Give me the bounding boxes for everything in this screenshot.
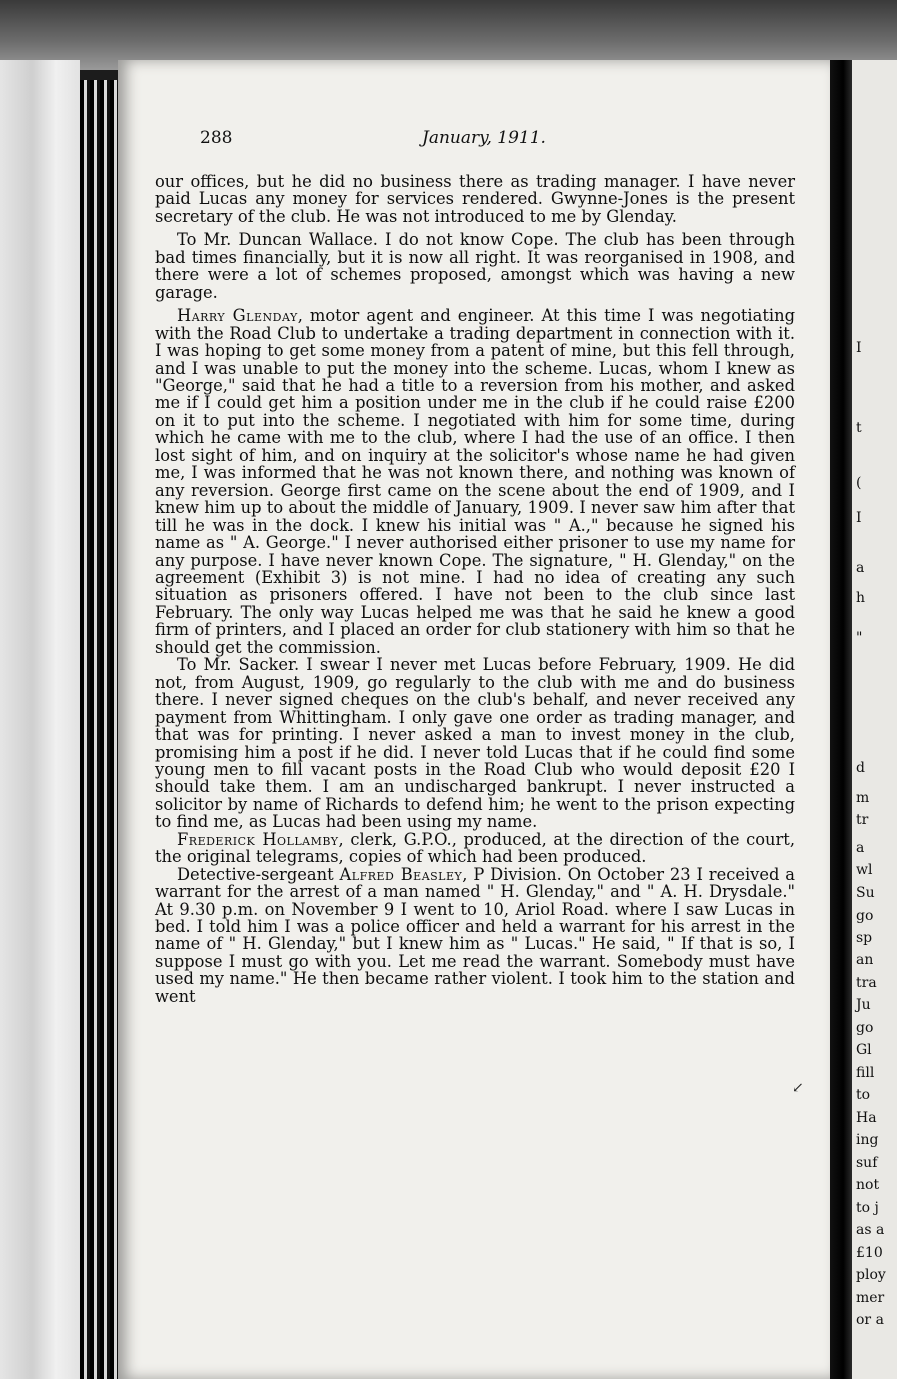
facing-page-fragment: t bbox=[856, 420, 862, 436]
facing-page-fragment: wl bbox=[856, 862, 873, 878]
facing-page-fragment: m bbox=[856, 790, 870, 806]
facing-page-fragment: sp bbox=[856, 930, 873, 946]
facing-page-fragment: as a bbox=[856, 1222, 885, 1238]
facing-page-fragment: tra bbox=[856, 975, 877, 991]
facing-page-fragment: to j bbox=[856, 1200, 879, 1216]
running-header bbox=[200, 128, 800, 158]
facing-page-fragment: go bbox=[856, 908, 874, 924]
testimony-text: , clerk, G.P.O., produced, at the direction of the court, the original telegrams, copies of which had been produced. bbox=[155, 829, 795, 867]
paragraph: To Mr. Sacker. I swear I never met Lucas before February, 1909. He did not, from August, 1909, go regularly to the club with me and do business there. I never signed cheques on the club's behalf, and never received any payment from Whittingham. I only gave one order as trading manager, and that was for printing. I never asked a man to invest money in the club, promising him a post if he did. I never told Lucas that if he could find some young men to fill vacant posts in the Road Club who would deposit £20 I should take them. I am an undischarged bankrupt. I never instructed a solicitor by name of Richards to defend him; he went to the prison expecting to find me, as Lucas had been using my name. bbox=[155, 655, 795, 832]
left-page-edge bbox=[0, 60, 80, 1379]
facing-page-fragment: fill bbox=[856, 1065, 875, 1081]
witness-title: Detective-sergeant bbox=[177, 864, 340, 884]
facing-page-fragment: Ha bbox=[856, 1110, 877, 1126]
facing-page-fragment: mer bbox=[856, 1290, 885, 1306]
facing-page-fragment: tr bbox=[856, 812, 869, 828]
page-number: 288 bbox=[200, 128, 233, 148]
facing-page-edge bbox=[852, 60, 897, 1379]
paragraph bbox=[155, 831, 795, 866]
witness-name: Frederick Hollamby bbox=[177, 829, 339, 849]
facing-page-fragment: an bbox=[856, 952, 874, 968]
page-body bbox=[155, 173, 795, 1005]
margin-pencil-mark: ↙ bbox=[792, 1080, 804, 1096]
facing-page-fragment: ing bbox=[856, 1132, 879, 1148]
facing-page-fragment: Gl bbox=[856, 1042, 872, 1058]
facing-page-fragment: I bbox=[856, 340, 862, 356]
witness-name: Harry Glenday bbox=[177, 306, 298, 326]
witness-name: Alfred Beasley bbox=[339, 864, 463, 884]
facing-page-fragment: or a bbox=[856, 1312, 884, 1328]
facing-page-fragment: d bbox=[856, 760, 865, 776]
testimony-text: , motor agent and engineer. At this time I was negotiating with the Road Club to undertake a trading department in connection with it. I was hoping to get some money from a patent of mine, but this fell through, and I was unable to put the money into the scheme. Lucas, whom I knew as "George," said that he had a title to a reversion from his mother, and asked me if I could get him a position under me in the club if he could raise £200 on it to put into the scheme. I negotiated with him for some time, during which he came with me to the club, where I had the use of an office. I then lost sight of him, and on inquiry at the solicitor's whose name he had given me, I was informed that he was not known there, and nothing was known of any reversion. George first came on the scene about the end of 1909, and I knew him up to about the middle of January, 1909. I never saw him after that till he was in the dock. I knew his initial was " A.," because he signed his name as " A. George." I never authorised either prisoner to use my name for any purpose. I have never known Cope. The signature, " H. Glenday," on the agreement (Exhibit 3) is not mine. I had no idea of creating any such situation as prisoners offered. I have not been to the club since last February. The only way Lucas helped me was that he said he knew a good firm of printers, and I placed an order for club stationery with him so that he should get the commission. bbox=[155, 306, 795, 657]
facing-page-fragment: Ju bbox=[856, 997, 871, 1013]
facing-page-fragment: go bbox=[856, 1020, 874, 1036]
facing-page-fragment: a bbox=[856, 560, 865, 576]
facing-page-fragment: h bbox=[856, 590, 866, 606]
facing-page-fragment: I bbox=[856, 510, 862, 526]
paragraph: our offices, but he did no business there as trading manager. I have never paid Lucas any money for services rendered. Gwynne-Jones is the present secretary of the club. He was not introduced to me by Glenday. bbox=[155, 172, 795, 226]
facing-page-fragment: a bbox=[856, 840, 865, 856]
paragraph bbox=[155, 866, 795, 1006]
paragraph bbox=[155, 307, 795, 656]
running-title-date: January, 1911. bbox=[422, 128, 546, 148]
book-binding bbox=[80, 80, 120, 1379]
facing-page-fragment: suf bbox=[856, 1155, 878, 1171]
facing-page-fragment: not bbox=[856, 1177, 880, 1193]
facing-page-fragment: ( bbox=[856, 475, 862, 491]
testimony-text: , P Division. On October 23 I received a warrant for the arrest of a man named " H. Glenday," and " A. H. Drysdale." At 9.30 p.m. on November 9 I went to 10, Ariol Road. where I saw Lucas in bed. I told him I was a police officer and held a warrant for his arrest in the name of " H. Glenday," but I knew him as " Lucas." He said, " If that is so, I suppose I must go with you. Let me read the warrant. Somebody must have used my name." He then became rather violent. I took him to the station and went bbox=[155, 864, 796, 1006]
facing-page-fragment: Su bbox=[856, 885, 875, 901]
paragraph: To Mr. Duncan Wallace. I do not know Cope. The club has been through bad times financially, but it is now all right. It was reorganised in 1908, and there were a lot of schemes proposed, amongst which was having a new garage. bbox=[155, 230, 795, 302]
book-gutter bbox=[830, 60, 852, 1379]
facing-page-fragment: ploy bbox=[856, 1267, 886, 1283]
facing-page-fragment: £10 bbox=[856, 1245, 883, 1261]
facing-page-fragment: to bbox=[856, 1087, 871, 1103]
facing-page-fragment: " bbox=[856, 630, 863, 646]
